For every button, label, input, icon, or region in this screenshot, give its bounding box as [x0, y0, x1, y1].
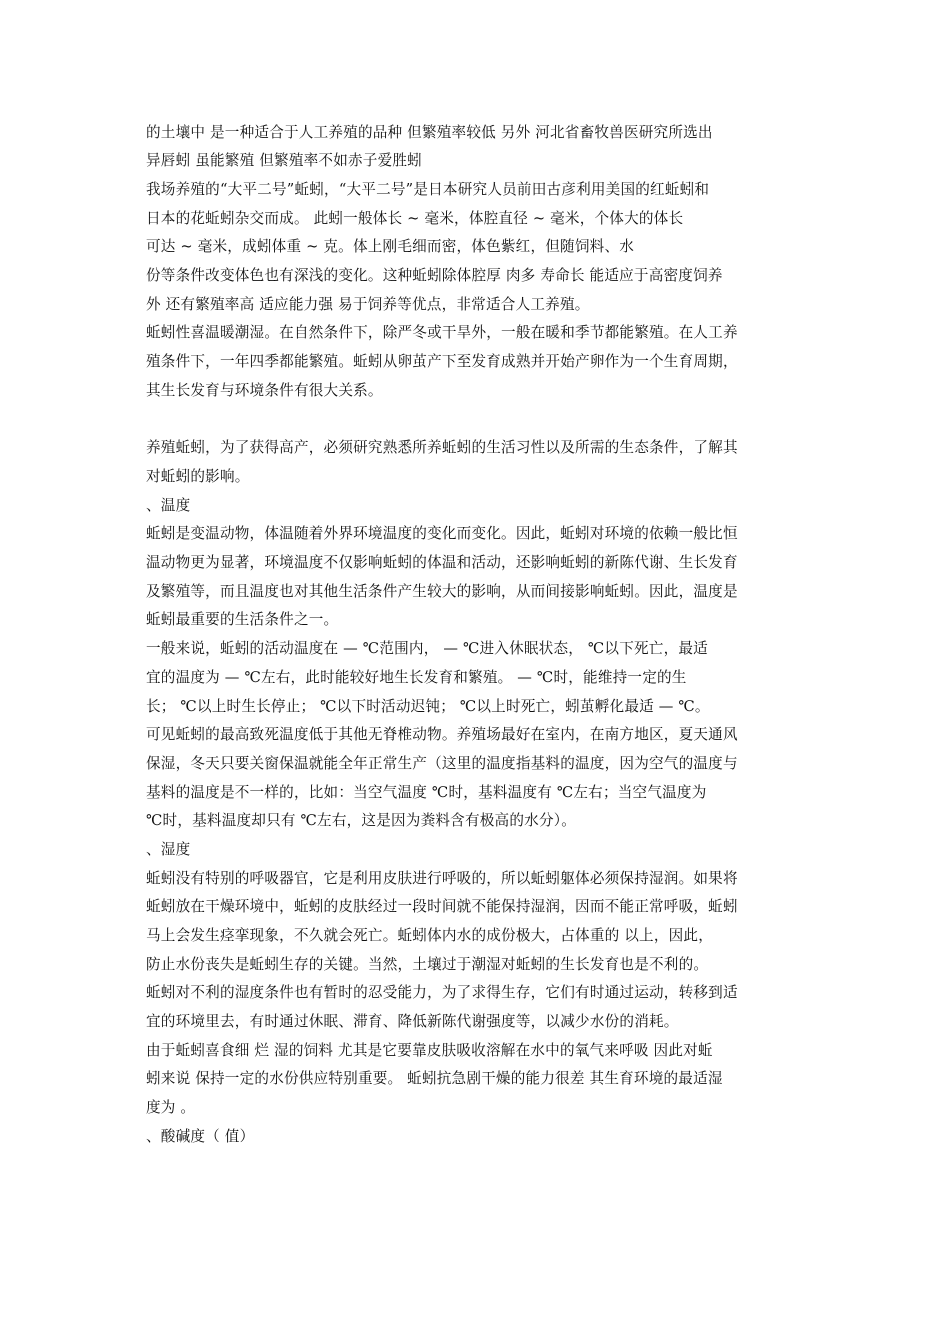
- text-line: 外 还有繁殖率高 适应能力强 易于饲养等优点，非常适合人工养殖。: [146, 296, 590, 313]
- text-line: 蚓来说 保持一定的水份供应特别重要。 蚯蚓抗急剧干燥的能力很差 其生育环境的最适湿: [146, 1070, 723, 1087]
- text-line: 我场养殖的“大平二号”蚯蚓，“大平二号”是日本研究人员前田古彦利用美国的红蚯蚓和: [146, 181, 710, 198]
- text-line: 份等条件改变体色也有深浅的变化。这种蚯蚓除体腔厚 肉多 寿命长 能适应于高密度饲养: [146, 267, 723, 284]
- text-line: 基料的温度是不一样的，比如：当空气温度 ℃时，基料温度有 ℃左右；当空气温度为: [146, 784, 707, 801]
- text-line: 养殖蚯蚓，为了获得高产，必须研究熟悉所养蚯蚓的生活习性以及所需的生态条件，了解其: [146, 439, 738, 456]
- text-line: 长； ℃以上时生长停止； ℃以下时活动迟钝； ℃以上时死亡，蚓茧孵化最适 — ℃。: [146, 698, 710, 715]
- text-line: 度为 。: [146, 1099, 196, 1116]
- text-line: 温动物更为显著，环境温度不仅影响蚯蚓的体温和活动，还影响蚯蚓的新陈代谢、生长发育: [146, 554, 738, 571]
- text-line: 蚯蚓是变温动物，体温随着外界环境温度的变化而变化。因此，蚯蚓对环境的依赖一般比恒: [146, 525, 738, 542]
- text-line: 马上会发生痉挛现象，不久就会死亡。蚯蚓体内水的成份极大，占体重的 以上，因此，: [146, 927, 714, 944]
- text-line: 其生长发育与环境条件有很大关系。: [146, 382, 383, 399]
- text-line: 可见蚯蚓的最高致死温度低于其他无脊椎动物。养殖场最好在室内，在南方地区，夏天通风: [146, 726, 738, 743]
- text-line: 及繁殖等，而且温度也对其他生活条件产生较大的影响，从而间接影响蚯蚓。因此，温度是: [146, 583, 738, 600]
- section-heading: 、酸碱度（ 值）: [146, 1128, 255, 1145]
- text-line: 一般来说，蚯蚓的活动温度在 — ℃范围内， — ℃进入休眠状态， ℃以下死亡，最适: [146, 640, 708, 657]
- text-line: 宜的温度为 — ℃左右，此时能较好地生长发育和繁殖。 — ℃时，能维持一定的生: [146, 669, 687, 686]
- text-line: 防止水份丧失是蚯蚓生存的关键。当然，土壤过于潮湿对蚯蚓的生长发育也是不利的。: [146, 956, 709, 973]
- text-line: 蚯蚓性喜温暖潮湿。在自然条件下，除严冬或干旱外，一般在暖和季节都能繁殖。在人工养: [146, 324, 738, 341]
- text-line: 的土壤中 是一种适合于人工养殖的品种 但繁殖率较低 另外 河北省畜牧兽医研究所选出: [146, 124, 713, 141]
- section-heading: 、湿度: [146, 841, 191, 858]
- text-line: 宜的环境里去，有时通过休眠、滞育、降低新陈代谢强度等，以减少水份的消耗。: [146, 1013, 679, 1030]
- section-heading: 、温度: [146, 497, 191, 514]
- text-line: 蚯蚓最重要的生活条件之一。: [146, 611, 339, 628]
- text-line: 异唇蚓 虽能繁殖 但繁殖率不如赤子爱胜蚓: [146, 152, 422, 169]
- text-line: 蚯蚓对不利的湿度条件也有暂时的忍受能力，为了求得生存，它们有时通过运动，转移到适: [146, 984, 738, 1001]
- text-line: 对蚯蚓的影响。: [146, 468, 250, 485]
- text-line: 蚯蚓没有特别的呼吸器官，它是利用皮肤进行呼吸的，所以蚯蚓躯体必须保持湿润。如果将: [146, 870, 738, 887]
- text-line: 保湿，冬天只要关窗保温就能全年正常生产（这里的温度指基料的温度，因为空气的温度与: [146, 755, 738, 772]
- text-line: 由于蚯蚓喜食细 烂 湿的饲料 尤其是它要靠皮肤吸收溶解在水中的氧气来呼吸 因此对蚯: [146, 1042, 713, 1059]
- text-line: ℃时，基料温度却只有 ℃左右，这是因为粪料含有极高的水分）。: [146, 812, 577, 829]
- text-line: 殖条件下，一年四季都能繁殖。蚯蚓从卵茧产下至发育成熟并开始产卵作为一个生育周期，: [146, 353, 738, 370]
- text-line: 可达 ~ 毫米，成蚓体重 ~ 克。体上刚毛细而密，体色紫红，但随饲料、水: [146, 238, 635, 255]
- text-line: 蚯蚓放在干燥环境中，蚯蚓的皮肤经过一段时间就不能保持湿润，因而不能正常呼吸，蚯蚓: [146, 898, 738, 915]
- text-line: 日本的花蚯蚓杂交而成。 此蚓一般体长 ~ 毫米，体腔直径 ~ 毫米，个体大的体长: [146, 210, 684, 227]
